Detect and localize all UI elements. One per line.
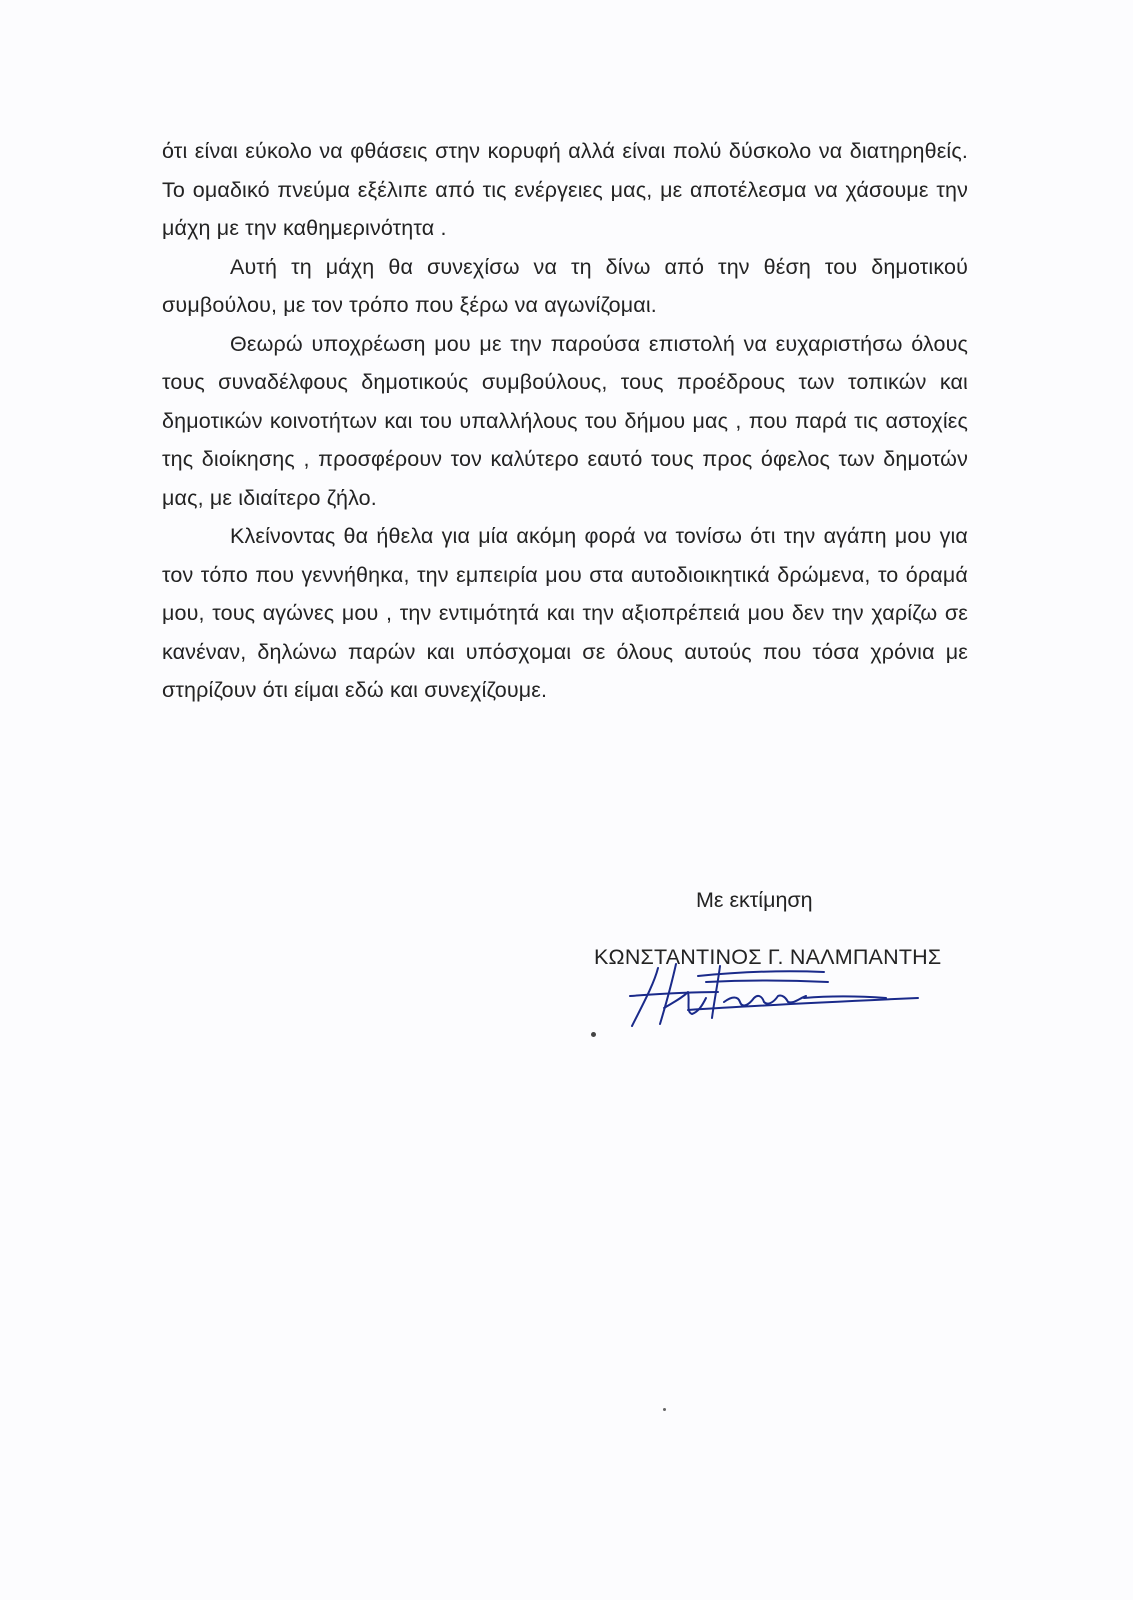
letter-body — [162, 132, 968, 710]
closing-salutation: Με εκτίμηση — [696, 888, 813, 912]
scan-speck — [663, 1408, 666, 1411]
signer-name: ΚΩΝΣΤΑΝΤΙΝΟΣ Γ. ΝΑΛΜΠΑΝΤΗΣ — [594, 945, 942, 969]
paragraph-2: Αυτή τη μάχη θα συνεχίσω να τη δίνω από την θέση του δημοτικού συμβούλου, με τον τρόπο που ξέρω να αγωνίζομαι. — [162, 254, 968, 317]
paragraph-3: Θεωρώ υποχρέωση μου με την παρούσα επιστολή να ευχαριστήσω όλους τους συναδέλφους δημοτικούς συμβούλους, τους προέδρους των τοπικών και δημοτικών κοινοτήτων και του υπαλλήλους του δήμου μας , που παρά τις αστοχίες της διοίκησης , προσφέρουν τον καλύτερο εαυτό τους προς όφελος των δημοτών μας, με ιδιαίτερο ζήλο. — [162, 331, 968, 510]
paragraph-1: ότι είναι εύκολο να φθάσεις στην κορυφή αλλά είναι πολύ δύσκολο να διατηρηθείς. Το ομαδικό πνεύμα εξέλιπε από τις ενέργειες μας, με αποτέλεσμα να χάσουμε την μάχη με την καθημερινότητα . — [162, 139, 968, 240]
ink-dot — [591, 1032, 596, 1037]
paragraph-4: Κλείνοντας θα ήθελα για μία ακόμη φορά να τονίσω ότι την αγάπη μου για τον τόπο που γεννήθηκα, την εμπειρία μου στα αυτοδιοικητικά δρώμενα, το όραμά μου, τους αγώνες μου , την εντιμότητά και την αξιοπρέπειά μου δεν την χαρίζω σε κανέναν, δηλώνω παρών και υπόσχομαι σε όλους αυτούς που τόσα χρόνια με στηρίζουν ότι είμαι εδώ και συνεχίζουμε. — [162, 524, 968, 702]
handwritten-signature-icon — [628, 962, 948, 1032]
